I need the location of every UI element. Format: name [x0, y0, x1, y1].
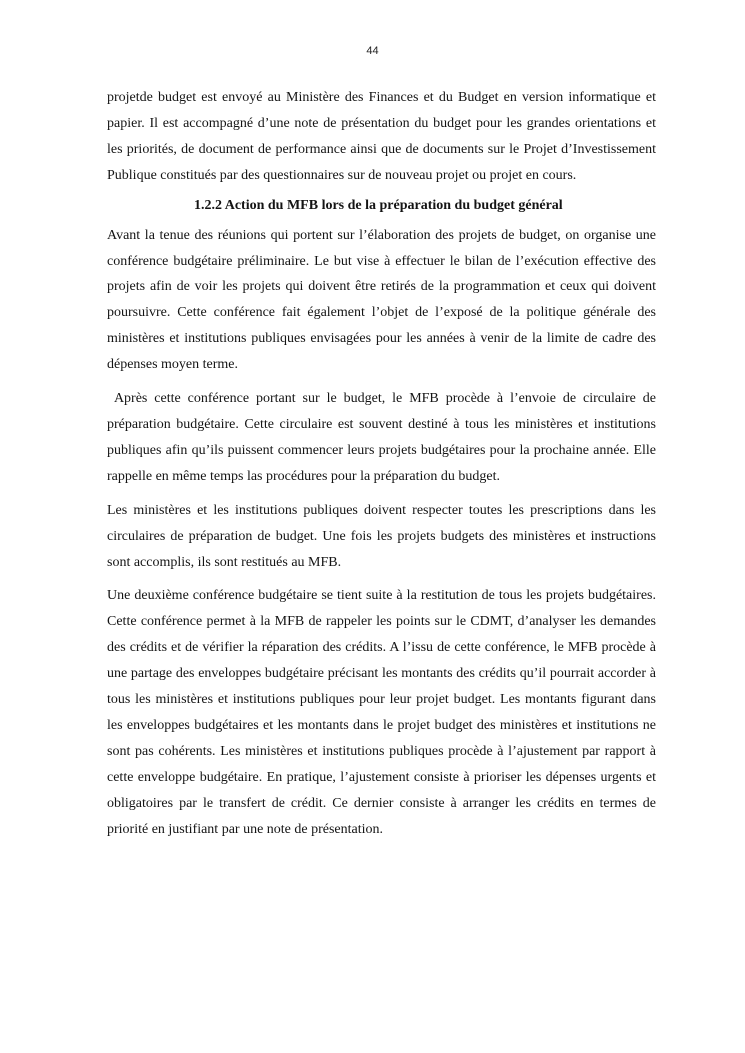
paragraph-4: Les ministères et les institutions publiques doivent respecter toutes les prescriptions dans les circulaires de préparation de budget. Une fois les projets budgets des ministères et instructions sont accomplis, ils sont restitués au MFB. [107, 502, 656, 570]
paragraph-3: Après cette conférence portant sur le budget, le MFB procède à l’envoie de circulaire de préparation budgétaire. Cette circulaire est souvent destiné à tous les ministères et institutions publiques afin qu’ils puissent commencer leurs projets budgétaires pour la prochaine année. Elle rappelle en même temps las procédures pour la préparation du budget. [107, 391, 660, 484]
paragraph-2: Avant la tenue des réunions qui portent sur l’élaboration des projets de budget, on organise une conférence budgétaire préliminaire. Le but vise à effectuer le bilan de l’exécution effective des projets afin de voir les projets qui doivent être retirés de la programmation et ceux qui doivent poursuivre. Cette conférence fait également l’objet de l’exposé de la politique générale des ministères et institutions publiques envisagées pour les années à venir de la limite de cadre des dépenses moyen terme. [107, 227, 656, 373]
page-number: 44 [366, 45, 379, 57]
paragraph-1: projetde budget est envoyé au Ministère des Finances et du Budget en version informatique et papier. Il est accompagné d’une note de présentation du budget pour les grandes orientations et les priorités, de document de performance ainsi que de documents sur le Projet d’Investissement Publique constitués par des questionnaires sur de nouveau projet ou projet en cours. [107, 90, 656, 183]
section-heading: 1.2.2 Action du MFB lors de la préparation du budget général [194, 197, 563, 213]
paragraph-5: Une deuxième conférence budgétaire se tient suite à la restitution de tous les projets budgétaires. Cette conférence permet à la MFB de rappeler les points sur le CDMT, d’analyser les demandes des crédits et de vérifier la réparation des crédits. A l’issu de cette conférence, le MFB procède à une partage des enveloppes budgétaire précisant les montants des crédits qu’il pourrait accorder à tous les ministères et institutions publiques pour leur projet budget. Les montants figurant dans les enveloppes budgétaires et les montants dans le projet budget des ministères et institutions ne sont pas cohérents. Les ministères et institutions publiques procède à l’ajustement par rapport à cette enveloppe budgétaire. En pratique, l’ajustement consiste à prioriser les dépenses urgents et obligatoires par le transfert de crédit. Ce dernier consiste à arranger les crédits en termes de priorité en justifiant par une note de présentation. [107, 588, 656, 837]
document-body [107, 85, 660, 842]
